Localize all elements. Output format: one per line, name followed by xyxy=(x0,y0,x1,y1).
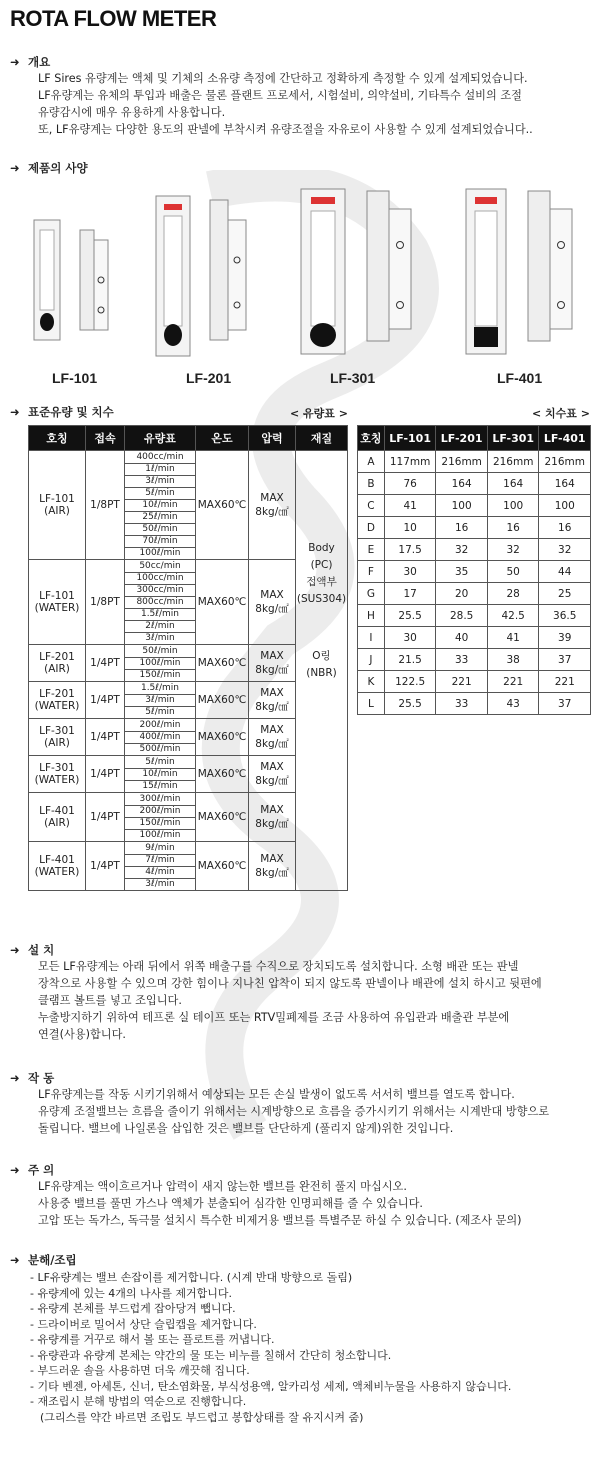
connection-cell: 1/4PT xyxy=(86,756,125,793)
temperature-cell: MAX60℃ xyxy=(196,451,249,560)
flow-rate: 200ℓ/min xyxy=(125,720,195,732)
temperature-cell: MAX60℃ xyxy=(196,560,249,645)
section-spec-heading: ➜ 제품의 사양 xyxy=(10,161,88,175)
flow-table-header: 접속 xyxy=(86,426,125,451)
dim-cell: 20 xyxy=(436,583,488,605)
product-label: LF-201 xyxy=(186,370,232,386)
product-image-lf401 xyxy=(460,185,595,360)
flow-rate-cell xyxy=(125,793,196,842)
table-row xyxy=(358,517,591,539)
dim-cell: 164 xyxy=(539,473,591,495)
flow-rate: 2ℓ/min xyxy=(125,621,195,633)
dim-cell: 25 xyxy=(539,583,591,605)
flow-rate: 3ℓ/min xyxy=(125,695,195,707)
temperature-cell: MAX60℃ xyxy=(196,756,249,793)
arrow-icon: ➜ xyxy=(10,943,20,957)
model-cell: LF-101 (WATER) xyxy=(29,560,86,645)
dim-cell: 216mm xyxy=(539,451,591,473)
flow-rate-cell xyxy=(125,842,196,891)
dim-cell: 216mm xyxy=(487,451,539,473)
flow-rate: 100ℓ/min xyxy=(139,547,181,558)
flow-rate: 1.5ℓ/min xyxy=(125,609,195,621)
flow-rate: 100cc/min xyxy=(125,573,195,585)
dim-cell: 32 xyxy=(436,539,488,561)
flow-rate: 1ℓ/min xyxy=(125,464,195,476)
flow-table-header: 압력 xyxy=(249,426,296,451)
connection-cell: 1/4PT xyxy=(86,645,125,682)
model-cell: LF-401 (WATER) xyxy=(29,842,86,891)
dim-cell: 37 xyxy=(539,649,591,671)
product-image-lf101 xyxy=(30,210,130,350)
section-caution-heading: ➜ 주 의 xyxy=(10,1163,55,1177)
product-image-lf301 xyxy=(295,185,435,360)
dim-cell: 100 xyxy=(487,495,539,517)
dim-cell: 100 xyxy=(539,495,591,517)
dim-table-header: LF-401 xyxy=(539,426,591,451)
dim-cell: 16 xyxy=(436,517,488,539)
connection-cell: 1/8PT xyxy=(86,560,125,645)
dim-cell: 100 xyxy=(436,495,488,517)
flow-table-header: 유량표 xyxy=(125,426,196,451)
dim-table-header: LF-201 xyxy=(436,426,488,451)
flow-rate: 50cc/min xyxy=(125,561,195,573)
list-item: - 재조립시 분해 방법의 역순으로 진행합니다. xyxy=(30,1395,247,1408)
flow-rate: 10ℓ/min xyxy=(125,500,195,512)
dim-cell: D xyxy=(358,517,385,539)
list-item: - 기타 벤젠, 아세톤, 신너, 탄소염화물, 부식성용액, 알카리성 세제, 액체비누물을 사용하지 않습니다. xyxy=(30,1379,512,1393)
dim-cell: B xyxy=(358,473,385,495)
dim-cell: 33 xyxy=(436,693,488,715)
connection-cell: 1/8PT xyxy=(86,451,125,560)
dim-cell: 38 xyxy=(487,649,539,671)
flow-table-header: 호칭 xyxy=(29,426,86,451)
flow-rate: 50ℓ/min xyxy=(125,646,195,658)
pressure-cell: MAX 8kg/㎠ xyxy=(249,682,296,719)
dim-cell: E xyxy=(358,539,385,561)
flow-rate: 3ℓ/min xyxy=(125,476,195,488)
list-item: - 유량계를 거꾸로 해서 볼 또는 플로트를 꺼냅니다. xyxy=(30,1333,275,1346)
connection-cell: 1/4PT xyxy=(86,793,125,842)
dim-cell: 37 xyxy=(539,693,591,715)
table-row xyxy=(358,561,591,583)
list-item: - 유량관과 유량계 본체는 약간의 물 또는 비누를 칠해서 간단히 청소합니다. xyxy=(30,1348,392,1362)
flow-rate: 5ℓ/min xyxy=(145,706,175,717)
dim-cell: F xyxy=(358,561,385,583)
flow-rate: 1.5ℓ/min xyxy=(125,683,195,695)
flow-rate: 15ℓ/min xyxy=(142,780,178,791)
dim-cell: K xyxy=(358,671,385,693)
dim-table-header: LF-101 xyxy=(384,426,436,451)
dim-cell: 216mm xyxy=(436,451,488,473)
table-row xyxy=(358,539,591,561)
connection-cell: 1/4PT xyxy=(86,682,125,719)
flow-rate: 5ℓ/min xyxy=(125,488,195,500)
flow-rate-cell xyxy=(125,719,196,756)
section-flow-heading: ➜ 표준유량 및 치수 xyxy=(10,405,114,419)
pressure-cell: MAX 8kg/㎠ xyxy=(249,451,296,560)
dim-cell: 117mm xyxy=(384,451,436,473)
list-item: - 드라이버로 밀어서 상단 슬립캡을 제거합니다. xyxy=(30,1317,257,1331)
arrow-icon: ➜ xyxy=(10,1253,20,1267)
table-row xyxy=(358,671,591,693)
pressure-cell: MAX 8kg/㎠ xyxy=(249,756,296,793)
operation-text: LF유량계는를 작동 시키기위해서 예상되는 모든 손실 발생이 없도록 서서히 밸브를 열도록 합니다. 유량계 조절밸브는 흐름을 줄이기 위해서는 시계방향으로 흐름을 증가시키기 위해서는 시계반대 방향으로 돌립니다. 밸브에 나일론을 삽입한 것은 밸브를 단단하게 (풀리지 않게)위한 것입니다. xyxy=(38,1088,550,1135)
model-cell: LF-301 (AIR) xyxy=(29,719,86,756)
arrow-icon: ➜ xyxy=(10,1163,20,1177)
pressure-cell: MAX 8kg/㎠ xyxy=(249,560,296,645)
arrow-icon: ➜ xyxy=(10,55,20,69)
dim-cell: I xyxy=(358,627,385,649)
table-row xyxy=(358,495,591,517)
product-label: LF-301 xyxy=(330,370,376,386)
section-disassembly-heading: ➜ 분해/조립 xyxy=(10,1253,77,1267)
dim-cell: L xyxy=(358,693,385,715)
temperature-cell: MAX60℃ xyxy=(196,719,249,756)
dim-cell: 17.5 xyxy=(384,539,436,561)
pressure-cell: MAX 8kg/㎠ xyxy=(249,842,296,891)
pressure-cell: MAX 8kg/㎠ xyxy=(249,645,296,682)
section-overview-heading: ➜ 개요 xyxy=(10,55,51,69)
flow-rate-cell xyxy=(125,645,196,682)
flow-table-header: 온도 xyxy=(196,426,249,451)
arrow-icon: ➜ xyxy=(10,405,20,419)
model-cell: LF-201 (AIR) xyxy=(29,645,86,682)
page-title: ROTA FLOW METER xyxy=(10,6,217,31)
flow-rate-cell xyxy=(125,682,196,719)
dim-cell: 25.5 xyxy=(384,693,436,715)
flow-rate-cell xyxy=(125,451,196,560)
dim-cell: J xyxy=(358,649,385,671)
table-row xyxy=(358,693,591,715)
flow-rate: 5ℓ/min xyxy=(125,757,195,769)
dim-cell: 35 xyxy=(436,561,488,583)
dim-cell: 16 xyxy=(539,517,591,539)
product-label: LF-101 xyxy=(52,370,98,386)
dim-cell: 28.5 xyxy=(436,605,488,627)
caution-text: LF유량계는 액이흐르거나 압력이 새지 않는한 밸브를 완전히 풀지 마십시오. 사용중 밸브를 풀면 가스나 액체가 분출되어 심각한 인명피해를 줄 수 있습니다. 고압 또는 독가스, 독극물 설치시 특수한 비제거용 밸브를 특별주문 하실 수 있습니다. (제조사 문의) xyxy=(38,1180,522,1227)
flow-rate: 4ℓ/min xyxy=(125,867,195,879)
model-cell: LF-101 (AIR) xyxy=(29,451,86,560)
flow-rate: 500ℓ/min xyxy=(139,743,181,754)
overview-text: LF Sires 유량계는 액체 및 기체의 소유량 측정에 간단하고 정확하게 측정할 수 있게 설계되었습니다. LF유량계는 유체의 투입과 배출은 물론 플랜트 프로세서, 시험설비, 의약설비, 기타특수 설비의 조절 유량감시에 매우 유용하게 사용합니다. 또, LF유량계는 다양한 용도의 판넬에 부착시켜 유량조절을 자유로이 사용할 수 있게 설계되었습니다.. xyxy=(38,72,533,136)
section-operation-heading: ➜ 작 동 xyxy=(10,1071,55,1085)
dim-cell: 164 xyxy=(436,473,488,495)
flow-rate: 100ℓ/min xyxy=(139,829,181,840)
list-item: - 유량계에 있는 4개의 나사를 제거합니다. xyxy=(30,1286,232,1300)
flow-rate: 3ℓ/min xyxy=(145,878,175,889)
dim-cell: H xyxy=(358,605,385,627)
flow-rate-cell xyxy=(125,560,196,645)
dim-cell: 76 xyxy=(384,473,436,495)
dim-table-header: 호칭 xyxy=(358,426,385,451)
dim-cell: 40 xyxy=(436,627,488,649)
dim-cell: 221 xyxy=(436,671,488,693)
dim-cell: 30 xyxy=(384,561,436,583)
temperature-cell: MAX60℃ xyxy=(196,682,249,719)
dim-cell: 33 xyxy=(436,649,488,671)
arrow-icon: ➜ xyxy=(10,1071,20,1085)
dim-cell: 25.5 xyxy=(384,605,436,627)
material-cell: Body (PC) 접액부 (SUS304) O링 (NBR) xyxy=(296,451,348,891)
list-item: (그리스를 약간 바르면 조립도 부드럽고 봉합상태를 잘 유지시켜 줌) xyxy=(40,1410,364,1424)
table-row xyxy=(358,605,591,627)
flow-rate: 150ℓ/min xyxy=(139,669,181,680)
flow-rate: 9ℓ/min xyxy=(125,843,195,855)
dim-cell: 50 xyxy=(487,561,539,583)
product-image-lf201 xyxy=(150,190,270,360)
dim-cell: 122.5 xyxy=(384,671,436,693)
flow-rate: 50ℓ/min xyxy=(125,524,195,536)
section-install-heading: ➜ 설 치 xyxy=(10,943,55,957)
dim-cell: 16 xyxy=(487,517,539,539)
table-row xyxy=(29,451,348,560)
dim-cell: 39 xyxy=(539,627,591,649)
flow-rate: 7ℓ/min xyxy=(125,855,195,867)
dim-cell: 221 xyxy=(539,671,591,693)
dim-cell: 28 xyxy=(487,583,539,605)
model-cell: LF-401 (AIR) xyxy=(29,793,86,842)
list-item: - LF유량계는 밸브 손잡이를 제거합니다. (시계 반대 방향으로 돌림) xyxy=(30,1271,353,1284)
pressure-cell: MAX 8kg/㎠ xyxy=(249,719,296,756)
model-cell: LF-301 (WATER) xyxy=(29,756,86,793)
arrow-icon: ➜ xyxy=(10,161,20,175)
dim-cell: A xyxy=(358,451,385,473)
dim-cell: 17 xyxy=(384,583,436,605)
dim-cell: 44 xyxy=(539,561,591,583)
flow-rate: 200ℓ/min xyxy=(125,806,195,818)
dim-cell: 36.5 xyxy=(539,605,591,627)
table-row xyxy=(358,583,591,605)
list-item: - 유량계 본체를 부드럽게 잡아당겨 뺍니다. xyxy=(30,1302,236,1315)
pressure-cell: MAX 8kg/㎠ xyxy=(249,793,296,842)
model-cell: LF-201 (WATER) xyxy=(29,682,86,719)
dim-cell: 41 xyxy=(384,495,436,517)
install-text: 모든 LF유량계는 아래 뒤에서 위쪽 배출구를 수직으로 장치되도록 설치합니다. 소형 배관 또는 판넬 장착으로 사용할 수 있으며 강한 힘이나 지나친 압착이 되지 않도록 판넬이나 배관에 설치 하시고 뒷편에 클램프 볼트를 넣고 조입니다. 누출방지하기 위하여 테프론 실 테이프 또는 RTV밀폐제를 조금 사용하여 유입관과 배출관 부분에 연결(사용)합니다. xyxy=(38,960,542,1041)
flow-rate-cell xyxy=(125,756,196,793)
dim-table xyxy=(357,425,591,715)
flow-rate: 25ℓ/min xyxy=(125,512,195,524)
temperature-cell: MAX60℃ xyxy=(196,645,249,682)
dim-cell: C xyxy=(358,495,385,517)
dim-cell: 41 xyxy=(487,627,539,649)
flow-table-caption: < 유량표 > xyxy=(290,407,348,420)
flow-rate: 300cc/min xyxy=(125,585,195,597)
flow-rate: 800cc/min xyxy=(125,597,195,609)
table-row xyxy=(358,649,591,671)
product-label: LF-401 xyxy=(497,370,543,386)
temperature-cell: MAX60℃ xyxy=(196,842,249,891)
table-row xyxy=(358,473,591,495)
connection-cell: 1/4PT xyxy=(86,719,125,756)
connection-cell: 1/4PT xyxy=(86,842,125,891)
flow-rate: 70ℓ/min xyxy=(125,536,195,548)
flow-table xyxy=(28,425,348,891)
flow-rate: 400cc/min xyxy=(125,452,195,464)
dim-cell: 10 xyxy=(384,517,436,539)
dim-cell: 221 xyxy=(487,671,539,693)
table-row xyxy=(358,627,591,649)
flow-rate: 150ℓ/min xyxy=(125,818,195,830)
dim-cell: G xyxy=(358,583,385,605)
list-item: - 부드러운 솔을 사용하면 더욱 깨끗해 집니다. xyxy=(30,1364,250,1377)
dim-cell: 21.5 xyxy=(384,649,436,671)
dim-cell: 42.5 xyxy=(487,605,539,627)
flow-rate: 400ℓ/min xyxy=(125,732,195,744)
disassembly-list xyxy=(30,1270,511,1425)
flow-rate: 10ℓ/min xyxy=(125,769,195,781)
flow-rate: 100ℓ/min xyxy=(125,658,195,670)
dim-cell: 32 xyxy=(487,539,539,561)
flow-rate: 3ℓ/min xyxy=(145,632,175,643)
temperature-cell: MAX60℃ xyxy=(196,793,249,842)
dim-cell: 43 xyxy=(487,693,539,715)
dim-cell: 164 xyxy=(487,473,539,495)
dim-cell: 32 xyxy=(539,539,591,561)
table-row xyxy=(358,451,591,473)
dim-table-caption: < 치수표 > xyxy=(532,407,590,420)
dim-table-header: LF-301 xyxy=(487,426,539,451)
flow-rate: 300ℓ/min xyxy=(125,794,195,806)
flow-table-header: 재질 xyxy=(296,426,348,451)
dim-cell: 30 xyxy=(384,627,436,649)
